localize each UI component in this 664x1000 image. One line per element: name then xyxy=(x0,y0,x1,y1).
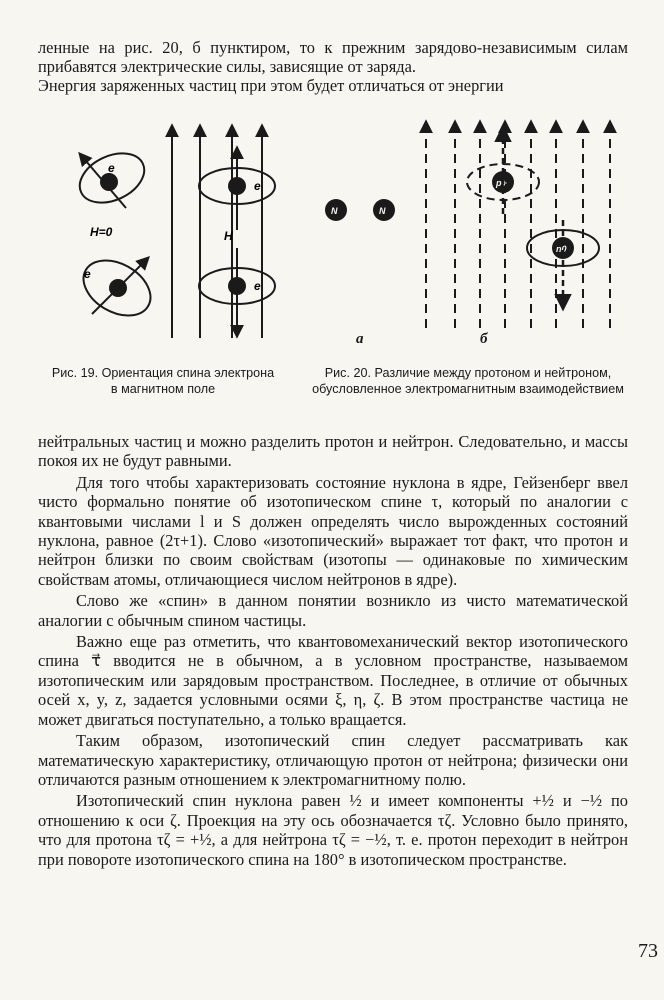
paragraph-4: Важно еще раз отметить, что квантовомеханический вектор изотопического спина τ⃗ вводится не в обычном, а в условном пространстве, называемом изотопическим или зарядовым пространством. Последнее, в отличие от обычных осей x, y, z, задается условными осями ξ, η, ζ. В этом пространстве частица не может двигаться поступательно, а только вращается. xyxy=(38,632,628,729)
nucleon-neutral-2 xyxy=(373,199,395,221)
page-number: 73 xyxy=(638,940,658,962)
paragraph-2: Для того чтобы характеризовать состояние нуклона в ядре, Гейзенберг ввел чисто формально понятие об изотопическом спине τ, который по аналогии с квантовыми числами l и S должен определять число вырожденных состояний нуклона, равное (2τ+1). Слово «изотопический» выражает тот факт, что протон и нейтрон близки по своим свойствам (изотопы — одинаковые по химическим свойствам атомы, отличающиеся числом нейтронов в ядре). xyxy=(38,472,628,589)
subfigure-label-b: б xyxy=(480,331,488,347)
nucleon-neutral-1 xyxy=(325,199,347,221)
figure-19-diagram xyxy=(62,118,282,348)
figure-19-caption: Рис. 19. Ориентация спина электрона в магнитном поле xyxy=(51,366,275,396)
field-lines-fig20 xyxy=(426,122,610,328)
label-e-4: e xyxy=(254,279,261,293)
neutron xyxy=(527,220,599,308)
top-line-1: ленные на рис. 20, б пунктиром, то к прежним зарядово-независимым силам прибавятся электрические силы, зависящие от заряда. xyxy=(38,38,628,76)
label-h: H xyxy=(224,229,233,243)
top-paragraph xyxy=(38,38,628,95)
label-n-2: N xyxy=(379,206,386,216)
label-n-1: N xyxy=(331,206,338,216)
electron-field-2 xyxy=(199,248,275,336)
figure-20-caption: Рис. 20. Различие между протоном и нейтроном, обусловленное электромагнитным взаимодействием xyxy=(312,366,624,396)
electron-free-2 xyxy=(74,249,160,327)
paragraph-1: нейтральных частиц и можно разделить протон и нейтрон. Следовательно, и массы покоя их не будут равными. xyxy=(38,432,628,471)
label-e-2: e xyxy=(84,267,91,281)
paragraph-3: Слово же «спин» в данном понятии возникло из чисто математической аналогии с обычным спином частицы. xyxy=(38,591,628,630)
figures-area xyxy=(38,118,628,418)
top-line-2: Энергия заряженных частиц при этом будет отличаться от энергии xyxy=(38,76,504,95)
proton xyxy=(467,128,539,214)
main-text xyxy=(38,432,628,869)
label-n0: n0 xyxy=(556,244,567,254)
paragraph-5: Таким образом, изотопический спин следует рассматривать как математическую характеристику, отличающую протон от нейтрона; физически они отличаются разным отношением к электромагнитному полю. xyxy=(38,731,628,789)
label-p: p+ xyxy=(496,178,507,188)
electron-field-1 xyxy=(199,148,275,230)
label-e-3: e xyxy=(254,179,261,193)
subfigure-label-a: а xyxy=(356,331,364,347)
label-e-1: e xyxy=(108,161,115,175)
label-h0: H=0 xyxy=(90,225,113,239)
figure-20-diagram xyxy=(308,118,628,348)
paragraph-6: Изотопический спин нуклона равен ½ и имеет компоненты +½ и −½ по отношению к оси ζ. Проекция на эту ось обозначается τζ. Условно было принято, что для протона τζ = +½, а для нейтрона τζ = −½, т. е. протон переходит в нейтрон при повороте изотопического спина на 180° в изотопическом пространстве. xyxy=(38,791,628,869)
electron-free-1 xyxy=(72,144,152,213)
